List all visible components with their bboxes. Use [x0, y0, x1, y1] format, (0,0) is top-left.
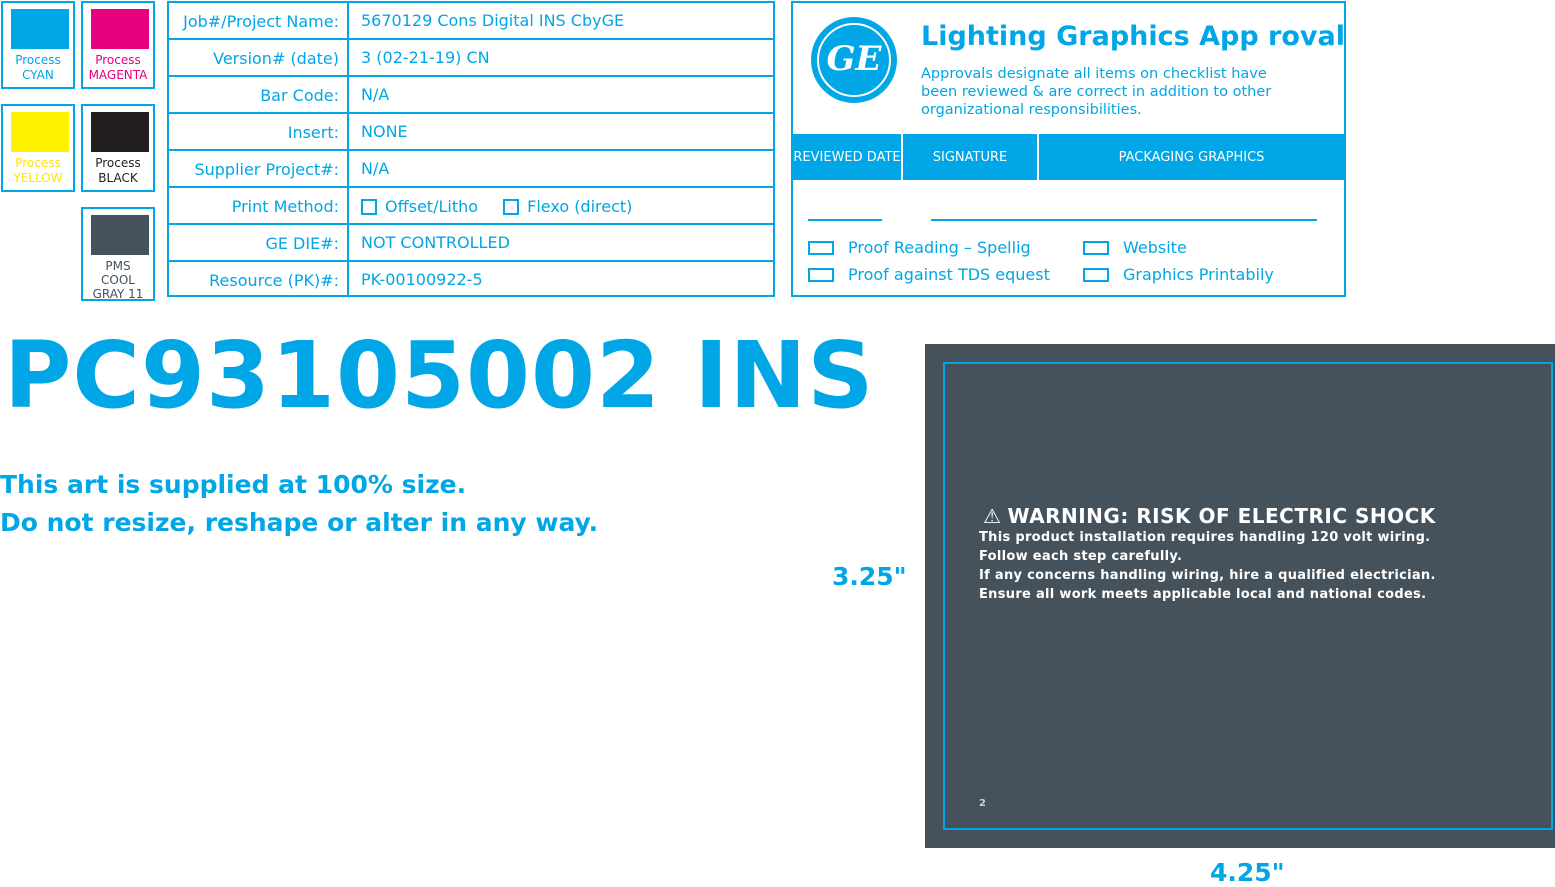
approval-description: Approvals designate all items on checklist have been reviewed & are correct in addition to other organizational responsibilities. [921, 66, 1272, 118]
height-dimension: 3.25" [832, 562, 907, 591]
field-value: NONE [361, 122, 408, 141]
color-chip [11, 9, 69, 49]
field-value: N/A [361, 85, 390, 104]
checkbox[interactable] [1083, 241, 1109, 255]
warning-title [983, 504, 1436, 528]
width-dimension: 4.25" [1210, 858, 1285, 887]
insert-artwork [925, 344, 1555, 848]
check-label: Proof Reading – Spellig [848, 238, 1031, 257]
color-chip [91, 9, 149, 49]
check-proof-tds[interactable] [808, 265, 1050, 284]
size-note: This art is supplied at 100% size. [0, 470, 467, 499]
job-row-project-name [169, 3, 773, 40]
field-value: 5670129 Cons Digital INS CbyGE [361, 11, 625, 30]
checkbox[interactable] [808, 268, 834, 282]
field-label: Job#/Project Name: [169, 3, 349, 38]
packaging-graphics-header: PACKAGING GRAPHICS [1118, 149, 1265, 165]
warning-line: If any concerns handling wiring, hire a qualified electrician. [979, 568, 1436, 583]
field-value: 3 (02-21-19) CN [361, 48, 490, 67]
part-number: PC93105002 INS [4, 322, 875, 429]
swatch-label: GRAY 11 [92, 287, 144, 301]
swatch-label: Process [95, 156, 141, 170]
swatch-process-cyan [1, 1, 75, 89]
check-label: Website [1123, 238, 1187, 257]
warning-icon: ⚠ [983, 504, 1002, 528]
swatch-label: BLACK [98, 171, 138, 185]
swatch-process-magenta [81, 1, 155, 89]
field-value: NOT CONTROLLED [361, 233, 510, 252]
color-chip [91, 112, 149, 152]
field-label: Version# (date) [169, 40, 349, 75]
field-label: GE DIE#: [169, 225, 349, 260]
field-label: Print Method: [169, 188, 349, 223]
color-chip [11, 112, 69, 152]
swatch-label: YELLOW [13, 171, 63, 185]
warning-line: This product installation requires handling 120 volt wiring. [979, 530, 1431, 545]
alter-note: Do not resize, reshape or alter in any way. [0, 508, 599, 537]
swatch-label: MAGENTA [88, 68, 148, 82]
swatch-label: Process [15, 156, 61, 170]
swatch-label: COOL [101, 273, 135, 287]
offset-litho-label: Offset/Litho [385, 197, 479, 216]
swatch-label: Process [15, 53, 61, 67]
swatch-pms-cool-gray-11 [81, 207, 155, 301]
warning-title-text: WARNING: RISK OF ELECTRIC SHOCK [1007, 504, 1436, 528]
field-value: PK-00100922-5 [361, 270, 483, 289]
field-label: Supplier Project#: [169, 151, 349, 186]
job-info-table [167, 1, 775, 297]
date-line [808, 219, 882, 221]
signature-line [931, 219, 1317, 221]
signature-header: SIGNATURE [932, 149, 1008, 165]
field-label: Bar Code: [169, 77, 349, 112]
approval-panel [791, 1, 1346, 297]
field-label: Insert: [169, 114, 349, 149]
checkbox[interactable] [808, 241, 834, 255]
ge-logo [811, 17, 897, 103]
check-label: Proof against TDS equest [848, 265, 1050, 284]
job-row-supplier-project [169, 151, 773, 188]
swatch-process-yellow [1, 104, 75, 192]
job-row-bar-code [169, 77, 773, 114]
checkbox[interactable] [1083, 268, 1109, 282]
logo-monogram: GE [826, 39, 882, 79]
offset-litho-checkbox[interactable] [361, 199, 377, 215]
field-value: N/A [361, 159, 390, 178]
page-number: 2 [979, 798, 986, 809]
warning-line: Follow each step carefully. [979, 549, 1183, 564]
swatch-process-black [81, 104, 155, 192]
reviewed-date-header: REVIEWED DATE [793, 149, 901, 165]
job-row-resource [169, 262, 773, 297]
swatch-label: PMS [105, 259, 131, 273]
check-label: Graphics Printabily [1123, 265, 1274, 284]
job-row-insert [169, 114, 773, 151]
flexo-label: Flexo (direct) [527, 197, 633, 216]
color-chip [91, 215, 149, 255]
flexo-checkbox[interactable] [503, 199, 519, 215]
check-graphics-printability[interactable] [1083, 265, 1274, 284]
approval-title: Lighting Graphics App roval [921, 21, 1345, 52]
swatch-label: CYAN [22, 68, 54, 82]
approval-header-bar [793, 134, 1344, 180]
job-row-version [169, 40, 773, 77]
job-row-ge-die [169, 225, 773, 262]
check-proof-reading[interactable] [808, 238, 1031, 257]
swatch-label: Process [95, 53, 141, 67]
check-website[interactable] [1083, 238, 1187, 257]
field-label: Resource (PK)#: [169, 262, 349, 297]
job-row-print-method [169, 188, 773, 225]
warning-line: Ensure all work meets applicable local and national codes. [979, 587, 1427, 602]
